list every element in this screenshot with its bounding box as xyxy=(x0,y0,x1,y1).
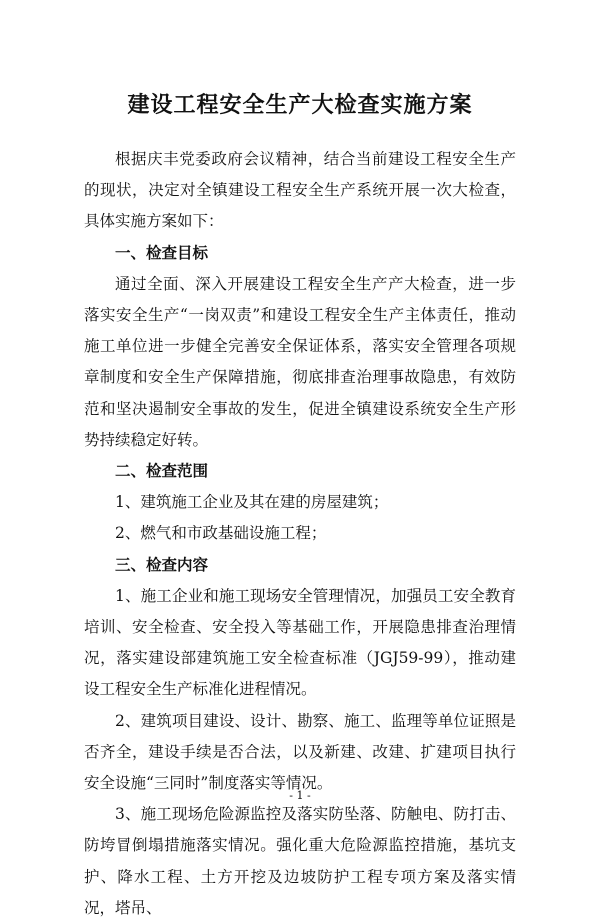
scope-item-2: 2、燃气和市政基础设施工程； xyxy=(115,524,327,543)
content-item-2: 2、建筑项目建设、设计、勘察、施工、监理等单位证照是否齐全，建设手续是否合法，以及新建、改建、扩建项目执行安全设施“三同时”制度落实等情况。 xyxy=(84,711,516,793)
objectives-paragraph: 通过全面、深入开展建设工程安全生产产大检查，进一步落实安全生产“一岗双责”和建设工程安全生产主体责任，推动施工单位进一步健全完善安全保证体系，落实安全管理各项规章制度和安全生产保障措施，彻底排查治理事故隐患，有效防范和坚决遏制安全事故的发生，促进全镇建设系统安全生产形势持续稳定好转。 xyxy=(84,274,516,449)
intro-paragraph: 根据庆丰党委政府会议精神，结合当前建设工程安全生产的现状，决定对全镇建设工程安全生产系统开展一次大检查，具体实施方案如下： xyxy=(84,150,516,231)
section-heading-content: 三、检查内容 xyxy=(115,555,209,574)
document-body xyxy=(84,144,516,924)
document-title: 建设工程安全生产大检查实施方案 xyxy=(127,93,473,118)
content-item-1: 1、施工企业和施工现场安全管理情况，加强员工安全教育培训、安全检查、安全投入等基础工作，开展隐患排查治理情况，落实建设部建筑施工安全检查标准（JGJ59-99），推动建设工程安全生产标准化进程情况。 xyxy=(84,586,516,699)
page-number: - 1 - xyxy=(289,789,311,802)
section-heading-objectives: 一、检查目标 xyxy=(115,243,209,262)
scope-item-1: 1、建筑施工企业及其在建的房屋建筑； xyxy=(115,493,389,512)
content-item-3: 3、施工现场危险源监控及落实防坠落、防触电、防打击、防垮冒倒塌措施落实情况。强化重大危险源监控措施，基坑支护、降水工程、土方开挖及边坡防护工程专项方案及落实情况，塔吊、 xyxy=(84,805,516,917)
section-heading-scope: 二、检查范围 xyxy=(115,462,209,481)
